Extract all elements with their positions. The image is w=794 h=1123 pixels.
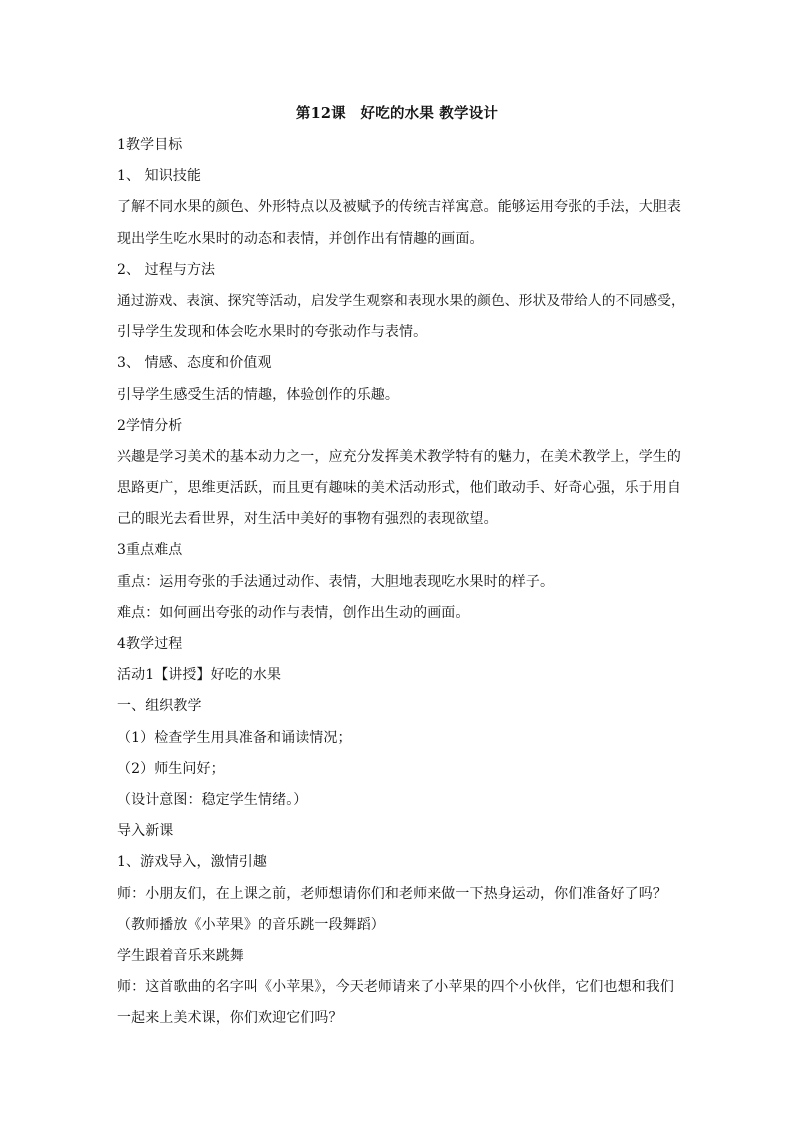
text-line: 一起来上美术课，你们欢迎它们吗？	[117, 1010, 343, 1027]
text-line: 难点：如何画出夸张的动作与表情，创作出生动的画面。	[117, 604, 470, 621]
text-line: 了解不同水果的颜色、外形特点以及被赋予的传统吉祥寓意。能够运用夸张的手法，大胆表	[117, 199, 681, 216]
text-line: 现出学生吃水果时的动态和表情，并创作出有情趣的画面。	[117, 230, 484, 247]
text-line: 思路更广，思维更活跃，而且更有趣味的美术活动形式，他们敢动手、好奇心强，乐于用自	[117, 480, 681, 497]
text-line: 通过游戏、表演、探究等活动，启发学生观察和表现水果的颜色、形状及带给人的不同感受，	[117, 292, 685, 309]
text-line: 己的眼光去看世界，对生活中美好的事物有强烈的表现欲望。	[117, 511, 498, 528]
text-line: 2、 过程与方法	[117, 261, 216, 278]
text-line: 1、游戏导入，激情引趣	[117, 854, 268, 871]
text-line: 学生跟着音乐来跳舞	[117, 947, 244, 964]
text-line: 3、 情感、态度和价值观	[117, 355, 272, 372]
text-line: 导入新课	[117, 823, 174, 840]
text-line: 一、组织教学	[117, 698, 202, 715]
text-line: （1）检查学生用具准备和诵读情况；	[117, 729, 352, 746]
text-line: 重点：运用夸张的手法通过动作、表情，大胆地表现吃水果时的样子。	[117, 573, 555, 590]
text-line: 1教学目标	[117, 137, 183, 153]
text-line: （2）师生问好；	[117, 760, 225, 777]
document-title: 第12课 好吃的水果 教学设计	[295, 105, 499, 122]
text-line: 师：这首歌曲的名字叫《小苹果》，今天老师请来了小苹果的四个小伙伴，它们也想和我们	[117, 979, 674, 996]
text-line: （教师播放《小苹果》的音乐跳一段舞蹈）	[117, 916, 385, 933]
text-line: 1、 知识技能	[117, 168, 202, 185]
text-line: 3重点难点	[117, 542, 183, 559]
text-line: 2学情分析	[117, 417, 183, 434]
text-line: 4教学过程	[117, 636, 183, 652]
text-line: 兴趣是学习美术的基本动力之一，应充分发挥美术教学特有的魅力，在美术教学上，学生的	[117, 448, 681, 465]
text-line: 师：小朋友们，在上课之前，老师想请你们和老师来做一下热身运动，你们准备好了吗？	[117, 885, 667, 902]
text-line: 引导学生感受生活的情趣，体验创作的乐趣。	[117, 386, 399, 403]
text-line: 活动1【讲授】好吃的水果	[117, 667, 282, 684]
document-body	[117, 130, 687, 1034]
text-line: 引导学生发现和体会吃水果时的夸张动作与表情。	[117, 324, 428, 341]
text-line: （设计意图：稳定学生情绪。）	[117, 791, 308, 808]
